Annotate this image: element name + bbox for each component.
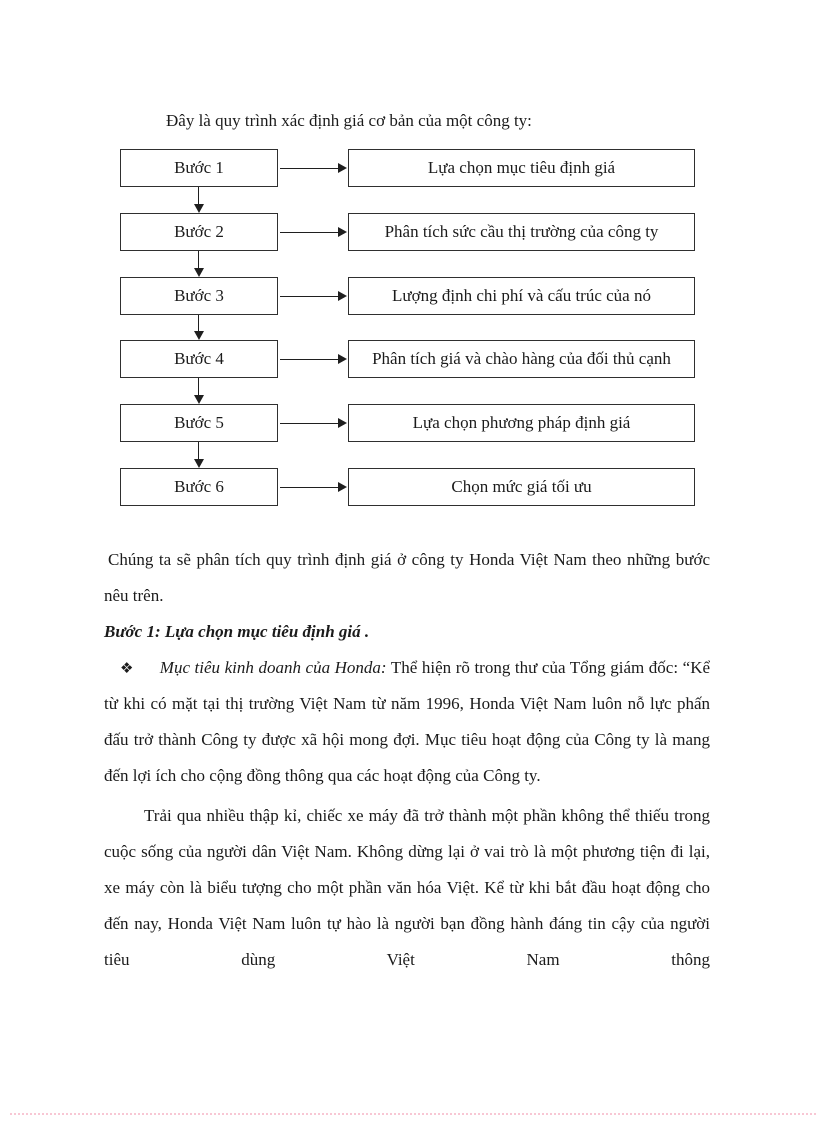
arrow-right-head-icon	[338, 482, 347, 492]
arrow-down-head-icon	[194, 395, 204, 404]
step-box	[120, 149, 278, 187]
step-description-box	[348, 404, 695, 442]
arrow-down-line	[198, 378, 199, 396]
arrow-down-line	[198, 251, 199, 269]
step-description-box	[348, 149, 695, 187]
arrow-right-head-icon	[338, 163, 347, 173]
bullet-lead-italic: Mục tiêu kinh doanh của Honda:	[159, 658, 387, 677]
arrow-down-head-icon	[194, 268, 204, 277]
arrow-down-line	[198, 315, 199, 332]
arrow-down-line	[198, 187, 199, 205]
arrow-right-head-icon	[338, 291, 347, 301]
paragraph-motorbike-culture: Trải qua nhiều thập kỉ, chiếc xe máy đã trở thành một phần không thể thiếu trong cuộc sống của người dân Việt Nam. Không dừng lại ở vai trò là một phương tiện đi lại, xe máy còn là biểu tượng cho một phần văn hóa Việt. Kể từ khi bắt đầu hoạt động cho đến nay, Honda Việt Nam luôn tự hào là người bạn đồng hành đáng tin cậy của người tiêu dùng Việt Nam thông	[104, 806, 710, 969]
arrow-right-head-icon	[338, 418, 347, 428]
step-description-box	[348, 277, 695, 315]
arrow-right-line	[280, 296, 340, 297]
step-description-box	[348, 213, 695, 251]
arrow-down-head-icon	[194, 204, 204, 213]
step-description-box	[348, 340, 695, 378]
step-label: Bước 6	[174, 477, 224, 496]
flowchart	[0, 0, 816, 540]
arrow-right-line	[280, 359, 340, 360]
intro-line: Đây là quy trình xác định giá cơ bản của một công ty:	[166, 111, 532, 130]
step-description-label: Lựa chọn phương pháp định giá	[412, 413, 631, 432]
step-box	[120, 468, 278, 506]
step-label: Bước 2	[174, 222, 224, 241]
step-description-label: Lựa chọn mục tiêu định giá	[427, 158, 616, 177]
step-description-box	[348, 468, 695, 506]
arrow-down-line	[198, 442, 199, 460]
bullet-gap	[134, 672, 160, 673]
bullet-paragraph-honda-goal	[104, 650, 710, 794]
arrow-right-head-icon	[338, 354, 347, 364]
arrow-right-line	[280, 423, 340, 424]
arrow-right-line	[280, 168, 340, 169]
arrow-right-line	[280, 487, 340, 488]
step-label: Bước 1	[174, 158, 224, 177]
heading-step1: Bước 1: Lựa chọn mục tiêu định giá .	[104, 622, 370, 641]
arrow-down-head-icon	[194, 459, 204, 468]
step-box	[120, 340, 278, 378]
bullet-body-text: Thể hiện rõ trong thư của Tổng giám đốc: “Kể từ khi có mặt tại thị trường Việt Nam từ năm 1996, Honda Việt Nam luôn nỗ lực phấn đấu trở thành Công ty được xã hội mong đợi. Mục tiêu hoạt động của Công ty là mang đến lợi ích cho cộng đồng thông qua các hoạt động của Công ty.	[104, 658, 711, 785]
arrow-right-head-icon	[338, 227, 347, 237]
step-label: Bước 3	[174, 286, 224, 305]
step-label: Bước 5	[174, 413, 224, 432]
step-box	[120, 277, 278, 315]
arrow-right-line	[280, 232, 340, 233]
step-description-label: Phân tích giá và chào hàng của đối thủ cạnh	[372, 349, 671, 368]
step-description-label: Chọn mức giá tối ưu	[451, 477, 592, 496]
page-boundary-dotted-line	[10, 1113, 816, 1115]
diamond-bullet-icon: ❖	[120, 659, 134, 677]
step-label: Bước 4	[174, 349, 224, 368]
step-description-label: Lượng định chi phí và cấu trúc của nó	[392, 286, 651, 305]
step-box	[120, 213, 278, 251]
arrow-down-head-icon	[194, 331, 204, 340]
paragraph-analyze-process: Chúng ta sẽ phân tích quy trình định giá ở công ty Honda Việt Nam theo những bước nêu trên.	[104, 550, 710, 605]
body-text	[104, 542, 710, 978]
step-description-label: Phân tích sức cầu thị trường của công ty	[384, 222, 659, 241]
step-box	[120, 404, 278, 442]
